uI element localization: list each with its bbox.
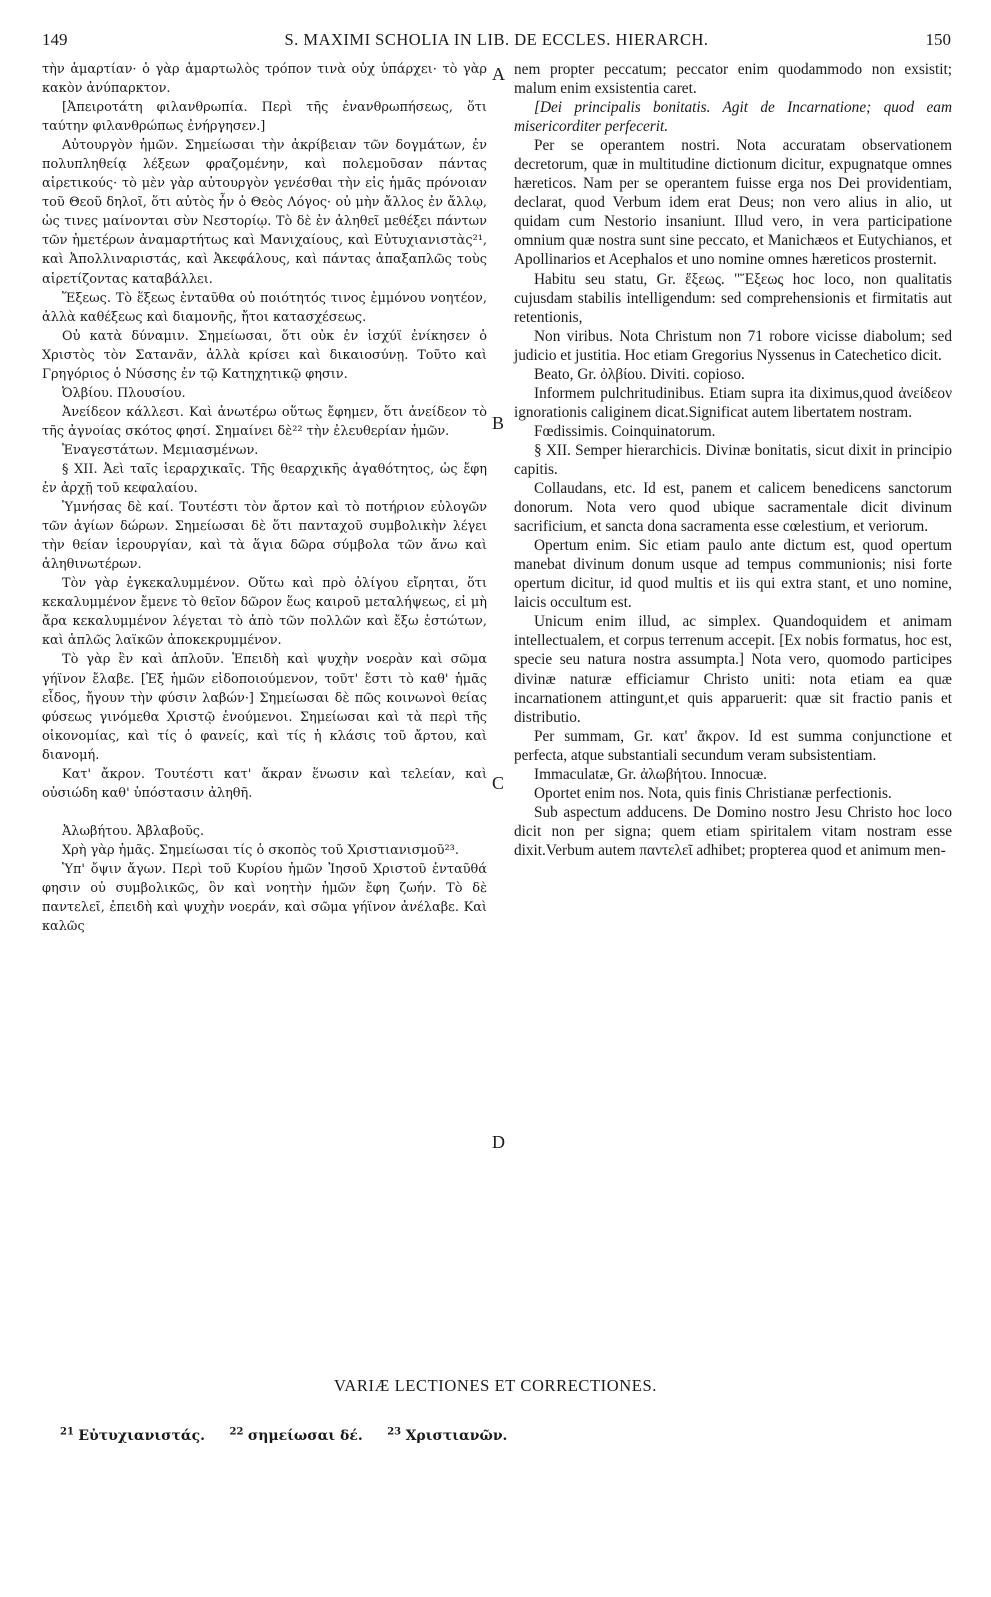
latin-paragraph: Per se operantem nostri. Nota accuratam observationem decretorum, quæ in multitudine dictionum dicitur, expugnatque omnes hæreticos. Nam per se operantem fuisse erga nos Dei providentiam, declarat, quod Verbum idem erat Deus; non vero alius in alio, ut quidam cum Nestorio insaniunt. Illud vero, in vera participatione omnium quæ nostra sunt sine peccato, et Manichæos et Eutychianos, et Apollinarios et Acephalos et uno nomine omnes hæreticos prosternit.	[514, 137, 952, 269]
note-number: 22	[229, 1426, 244, 1437]
latin-paragraph: Fœdissimis. Coinquinatorum.	[534, 422, 716, 440]
variae-lectiones-title: VARIÆ LECTIONES ET CORRECTIONES.	[334, 1376, 657, 1395]
greek-paragraph: Ἀλωβήτου. Ἀβλαβοῦς.	[62, 823, 205, 839]
latin-paragraph: Habitu seu statu, Gr. ἕξεως. "Ἕξεως hoc loco, non qualitatis cujusdam stabilis intelligendum: sed comprehensionis et firmitatis aut retentionis,	[514, 270, 952, 326]
greek-paragraph: Ἕξεως. Τὸ ἕξεως ἐνταῦθα οὐ ποιότητός τινος ἐμμόνου νοητέον, ἀλλὰ καθέξεως καὶ διαμονῆς, ἤτοι κατασχέσεως.	[42, 290, 487, 325]
running-header	[42, 30, 951, 54]
running-title: S. MAXIMI SCHOLIA IN LIB. DE ECCLES. HIERARCH.	[284, 30, 709, 49]
latin-paragraph: § XII. Semper hierarchicis. Divinæ bonitatis, sicut dixit in principio capitis.	[514, 441, 952, 478]
variant-note	[60, 1428, 205, 1444]
section-marker-a: A	[492, 64, 505, 84]
page-number-left: 149	[42, 30, 68, 49]
variant-note	[230, 1428, 363, 1444]
greek-column	[42, 60, 487, 936]
note-text: σημείωσαι δέ.	[247, 1427, 363, 1444]
greek-paragraph: Ἀνείδεον κάλλεσι. Καὶ ἀνωτέρω οὕτως ἔφημεν, ὅτι ἀνείδεον τὸ τῆς ἀγνοίας σκότος φησί. Σημαίνει δὲ²² τὴν ἐλευθερίαν ἡμῶν.	[42, 404, 487, 439]
greek-paragraph: τὴν ἁμαρτίαν· ὁ γὰρ ἁμαρτωλὸς τρόπον τινὰ οὐχ ὑπάρχει· τὸ γὰρ κακὸν ἀνύπαρκτον.	[42, 62, 487, 97]
latin-paragraph: Non viribus. Nota Christum non 71 robore vicisse diabolum; sed judicio et justitia. Hoc etiam Gregorius Nyssenus in Catechetico dicit.	[514, 327, 952, 364]
greek-paragraph: Ἐναγεστάτων. Μεμιασμένων.	[62, 442, 259, 458]
section-marker-d: D	[492, 1132, 505, 1152]
latin-paragraph: Collaudans, etc. Id est, panem et calicem benedicens sanctorum donorum. Nota vero quod ubique sacramentale dicit divinum sacrificium, et sancta dona sacramenta esse cœlestium, et veriorum.	[514, 480, 952, 536]
section-marker-c: C	[492, 773, 505, 793]
latin-paragraph: Opertum enim. Sic etiam paulo ante dictum est, quod opertum manebat divinum donum usque ad tempus communionis; nisi forte opertum dicitur, id quod multis et iis qui extra stant, et uno nomine, laicis occultum est.	[514, 537, 952, 612]
greek-paragraph: Τὸν γὰρ ἐγκεκαλυμμένον. Οὕτω καὶ πρὸ ὀλίγου εἴρηται, ὅτι κεκαλυμμένον ἔμενε τὸ θεῖον δῶρον ἕως καιροῦ μεταλήψεως, εἰ μὴ ἄρα κεκαλυμμένον λέγεται τὸ ἀπὸ τῶν πολλῶν καὶ ἔξω ἑστώτων, καὶ ἁπλῶς λαϊκῶν ἀποκεκρυμμένον.	[42, 576, 487, 649]
page-number-right: 150	[925, 30, 951, 49]
note-number: 23	[387, 1426, 402, 1437]
latin-paragraph: Informem pulchritudinibus. Etiam supra ita diximus,quod ἀνείδεον ignorationis caliginem dicat.Significat autem libertatem nostram.	[514, 384, 952, 421]
variae-lectiones-notes	[60, 1426, 527, 1444]
latin-paragraph: [Dei principalis bonitatis. Agit de Incarnatione; quod eam misericorditer perfecerit.	[514, 99, 952, 136]
latin-paragraph: Beato, Gr. ὀλβίου. Diviti. copioso.	[534, 365, 745, 383]
greek-paragraph: Ὑμνήσας δὲ καί. Τουτέστι τὸν ἄρτον καὶ τὸ ποτήριον εὐλογῶν τῶν ἁγίων δώρων. Σημείωσαι δὲ ὅτι πανταχοῦ συμβολικὴν λέγει τὴν θείαν ἱερουργίαν, καὶ τὰ ἅγια δῶρα σύμβολα τῶν ἄνω καὶ ἀληθινωτέρων.	[42, 500, 487, 573]
greek-paragraph: Ὀλβίου. Πλουσίου.	[62, 385, 186, 401]
latin-paragraph: Oportet enim nos. Nota, quis finis Christianæ perfectionis.	[534, 784, 892, 802]
latin-column	[514, 60, 952, 860]
greek-paragraph: Κατ' ἄκρον. Τουτέστι κατ' ἄκραν ἕνωσιν καὶ τελείαν, καὶ οὐσιώδη καθ' ὑπόστασιν ἀληθῆ.	[42, 766, 487, 801]
latin-paragraph: Per summam, Gr. κατ' ἄκρον. Id est summa conjunctione et perfecta, atque substantiali secundum veram subsistentiam.	[514, 727, 952, 764]
greek-paragraph: Τὸ γὰρ ἓν καὶ ἁπλοῦν. Ἐπειδὴ καὶ ψυχὴν νοερὰν καὶ σῶμα γήϊνον ἔλαβε. [Ἐξ ἡμῶν εἰδοποιούμενον, τοῦτ' ἔστι τὸ καθ' ἡμᾶς εἶδος, ἤγουν τὴν φύσιν λαβών·] Σημείωσαι δὲ πῶς κοινωνοὶ θείας φύσεως γινόμεθα Χριστῷ ἑνούμενοι. Σημείωσαι καὶ τὰ περὶ τῆς οἰκονομίας, καὶ τίς ὁ φανείς, καὶ τίς ἡ κλάσις τοῦ ἄρτου, καὶ διανομή.	[42, 652, 487, 763]
variant-note	[387, 1428, 507, 1444]
latin-paragraph: Sub aspectum adducens. De Domino nostro Jesu Christo hoc loco dicit non per signa; quem etiam spiritalem vitam nostram esse dixit.Verbum autem παντελεῖ adhibet; propterea quod et animum men-	[514, 803, 952, 859]
latin-paragraph: Unicum enim illud, ac simplex. Quandoquidem et animam intellectualem, et corpus terrenum accepit. [Ex nobis formatus, hoc est, specie seu natura nostra assumpta.] Nota vero, quomodo participes divinæ naturæ efficiamur Christo uniti: nota etiam ea quæ incarnationem attingunt,et quis apparuerit: quæ sit fractio panis et distributio.	[514, 613, 952, 726]
greek-paragraph: Ὑπ' ὄψιν ἄγων. Περὶ τοῦ Κυρίου ἡμῶν Ἰησοῦ Χριστοῦ ἐνταῦθά φησιν οὐ συμβολικῶς, ὃν καὶ νοητὴν ἡμῶν ἔφη ζωήν. Τὸ δὲ παντελεῖ, ἐπειδὴ καὶ ψυχὴν νοεράν, καὶ σῶμα γήϊνον ἀνέλαβε. Καὶ καλῶς	[42, 861, 487, 935]
greek-paragraph: [Ἀπειροτάτη φιλανθρωπία. Περὶ τῆς ἐνανθρωπήσεως, ὅτι ταύτην φιλανθρώπως ἐνήργησεν.]	[42, 100, 487, 135]
latin-paragraph: nem propter peccatum; peccator enim quodammodo non exsistit; malum enim exsistentia caret.	[514, 61, 952, 98]
section-marker-b: B	[492, 413, 505, 433]
note-text: Χριστιανῶν.	[405, 1427, 508, 1444]
note-number: 21	[60, 1426, 74, 1437]
greek-paragraph: Αὐτουργὸν ἡμῶν. Σημείωσαι τὴν ἀκρίβειαν τῶν δογμάτων, ἐν πολυπληθείᾳ λέξεων φραζομένην, καὶ πολεμοῦσαν πάντας αἱρετικούς· τὸ μὲν γὰρ αὐτουργὸν γενέσθαι τὴν εἰς ἡμᾶς πρόνοιαν τοῦ Θεοῦ δηλοῖ, ὅτι αὐτὸς ἦν ὁ Θεὸς Λόγος· οὐ μὴν ἄλλος ἐν ἄλλῳ, ὡς τινες μαίνονται σὺν Νεστορίῳ. Τὸ δὲ ἐν ἀληθεῖ μεθέξει πάντων τῶν ἡμετέρων ἀναμαρτήτως καὶ Μανιχαίους, καὶ Εὐτυχιανιστὰς²¹, καὶ Ἀπολλιναριστάς, καὶ Ἀκεφάλους, καὶ πάντας ἁπαξαπλῶς τοὺς αἱρετίζοντας καταβάλλει.	[42, 138, 487, 287]
greek-paragraph: Χρὴ γὰρ ἡμᾶς. Σημείωσαι τίς ὁ σκοπὸς τοῦ Χριστιανισμοῦ²³.	[62, 842, 459, 858]
greek-paragraph: Οὐ κατὰ δύναμιν. Σημείωσαι, ὅτι οὐκ ἐν ἰσχύϊ ἐνίκησεν ὁ Χριστὸς τὸν Σατανᾶν, ἀλλὰ κρίσει καὶ δικαιοσύνῃ. Τοῦτο καὶ Γρηγόριος ὁ Νύσσης ἐν τῷ Κατηχητικῷ φησιν.	[42, 328, 487, 382]
greek-paragraph: § XII. Ἀεὶ ταῖς ἱεραρχικαῖς. Τῆς θεαρχικῆς ἀγαθότητος, ὡς ἔφη ἐν ἀρχῇ τοῦ κεφαλαίου.	[42, 461, 487, 497]
note-text: Εὐτυχιανιστάς.	[78, 1427, 206, 1444]
latin-paragraph: Immaculatæ, Gr. ἀλωβήτου. Innocuæ.	[534, 765, 768, 783]
